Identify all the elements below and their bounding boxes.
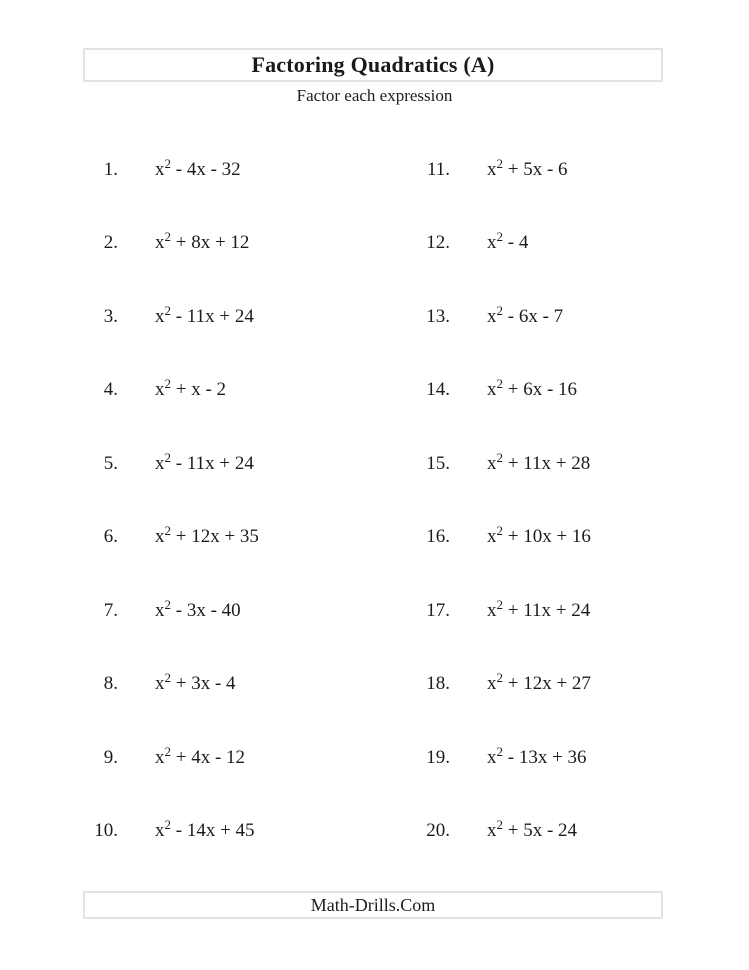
expression-exponent: 2 xyxy=(496,817,503,833)
problem-expression xyxy=(487,302,564,328)
expression-base: x xyxy=(487,526,497,548)
expression-base: x xyxy=(487,232,497,254)
expression-base: x xyxy=(155,746,165,768)
expression-base: x xyxy=(487,379,497,401)
problem-row-9 xyxy=(0,721,330,795)
expression-rest: - 14x + 45 xyxy=(171,820,255,842)
problem-expression xyxy=(155,817,255,842)
expression-exponent: 2 xyxy=(496,376,503,392)
expression-base: x xyxy=(155,673,165,695)
worksheet-title-box xyxy=(83,48,663,82)
expression-exponent: 2 xyxy=(496,302,503,318)
expression-exponent: 2 xyxy=(164,670,171,686)
problem-number: 10. xyxy=(94,820,118,842)
problem-expression xyxy=(487,229,529,254)
problem-number: 18. xyxy=(426,673,450,695)
problem-row-1 xyxy=(0,133,330,207)
problem-number: 3. xyxy=(103,305,118,327)
expression-base: x xyxy=(155,158,165,180)
problems-list xyxy=(0,133,749,868)
expression-exponent: 2 xyxy=(496,743,503,759)
problem-expression xyxy=(155,376,227,401)
problem-number: 11. xyxy=(426,158,450,180)
problem-row-15 xyxy=(330,427,749,501)
expression-rest: + 4x - 12 xyxy=(171,746,246,768)
problem-number: 5. xyxy=(103,452,118,474)
problem-expression xyxy=(155,743,246,769)
problem-row-12 xyxy=(330,207,749,281)
problem-expression xyxy=(155,155,241,181)
expression-exponent: 2 xyxy=(496,523,503,539)
expression-base: x xyxy=(155,305,165,327)
problem-number: 7. xyxy=(103,599,118,621)
expression-base: x xyxy=(155,379,165,401)
problem-expression xyxy=(487,817,578,842)
problem-number: 4. xyxy=(103,379,118,401)
expression-exponent: 2 xyxy=(496,449,503,465)
problem-number: 19. xyxy=(426,746,450,768)
problem-row-8 xyxy=(0,648,330,722)
problem-expression xyxy=(155,302,254,328)
problem-expression xyxy=(155,670,236,695)
problem-row-7 xyxy=(0,574,330,648)
expression-rest: + 12x + 27 xyxy=(503,673,591,695)
expression-exponent: 2 xyxy=(496,155,503,171)
expression-rest: + 10x + 16 xyxy=(503,526,591,548)
expression-exponent: 2 xyxy=(164,817,171,833)
expression-base: x xyxy=(487,820,497,842)
problem-number: 20. xyxy=(426,820,450,842)
expression-exponent: 2 xyxy=(164,743,171,759)
expression-exponent: 2 xyxy=(164,449,171,465)
expression-exponent: 2 xyxy=(164,596,171,612)
problem-row-18 xyxy=(330,648,749,722)
problem-row-10 xyxy=(0,795,330,869)
expression-rest: - 4x - 32 xyxy=(171,158,241,180)
problem-row-20 xyxy=(330,795,749,869)
problem-row-3 xyxy=(0,280,330,354)
problem-expression xyxy=(155,596,241,622)
problem-row-19 xyxy=(330,721,749,795)
problem-expression xyxy=(487,155,568,181)
expression-rest: + 3x - 4 xyxy=(171,673,236,695)
expression-base: x xyxy=(155,232,165,254)
problem-number: 17. xyxy=(426,599,450,621)
expression-rest: + 11x + 28 xyxy=(503,452,591,474)
expression-base: x xyxy=(487,452,497,474)
expression-rest: + x - 2 xyxy=(171,379,227,401)
footer-box xyxy=(83,891,663,919)
expression-rest: + 6x - 16 xyxy=(503,379,578,401)
problem-row-13 xyxy=(330,280,749,354)
problem-expression xyxy=(155,449,254,475)
problem-number: 12. xyxy=(426,232,450,254)
expression-rest: + 5x - 24 xyxy=(503,820,578,842)
expression-rest: - 11x + 24 xyxy=(171,452,254,474)
worksheet-title: Factoring Quadratics (A) xyxy=(251,52,495,77)
problem-row-4 xyxy=(0,354,330,428)
expression-rest: + 11x + 24 xyxy=(503,599,591,621)
expression-exponent: 2 xyxy=(164,376,171,392)
problem-row-2 xyxy=(0,207,330,281)
expression-base: x xyxy=(487,599,497,621)
expression-exponent: 2 xyxy=(496,670,503,686)
expression-exponent: 2 xyxy=(164,523,171,539)
footer-site-label: Math-Drills.Com xyxy=(310,895,436,915)
expression-base: x xyxy=(155,452,165,474)
problem-number: 6. xyxy=(103,526,118,548)
expression-exponent: 2 xyxy=(164,155,171,171)
problem-expression xyxy=(487,523,591,548)
problem-number: 15. xyxy=(426,452,450,474)
problem-row-17 xyxy=(330,574,749,648)
expression-exponent: 2 xyxy=(164,229,171,245)
worksheet-subtitle: Factor each expression xyxy=(296,86,453,105)
problem-expression xyxy=(155,523,259,548)
problem-row-6 xyxy=(0,501,330,575)
expression-base: x xyxy=(155,526,165,548)
expression-rest: - 13x + 36 xyxy=(503,746,587,768)
problem-number: 9. xyxy=(103,746,118,768)
expression-base: x xyxy=(487,673,497,695)
problem-expression xyxy=(487,596,591,622)
problem-number: 2. xyxy=(103,232,118,254)
expression-rest: - 3x - 40 xyxy=(171,599,241,621)
expression-base: x xyxy=(487,746,497,768)
problem-number: 16. xyxy=(426,526,450,548)
problem-number: 8. xyxy=(103,673,118,695)
expression-rest: + 8x + 12 xyxy=(171,232,250,254)
problem-number: 13. xyxy=(426,305,450,327)
expression-base: x xyxy=(487,158,497,180)
expression-rest: - 11x + 24 xyxy=(171,305,254,327)
problem-expression xyxy=(487,449,591,475)
problem-number: 1. xyxy=(103,158,118,180)
expression-exponent: 2 xyxy=(496,229,503,245)
problem-expression xyxy=(487,743,587,769)
expression-rest: + 5x - 6 xyxy=(503,158,568,180)
problems-column-right xyxy=(330,133,749,868)
expression-base: x xyxy=(155,820,165,842)
expression-exponent: 2 xyxy=(496,596,503,612)
problem-row-16 xyxy=(330,501,749,575)
problem-row-14 xyxy=(330,354,749,428)
problem-expression xyxy=(155,229,250,254)
expression-base: x xyxy=(487,305,497,327)
expression-exponent: 2 xyxy=(164,302,171,318)
problem-number: 14. xyxy=(426,379,450,401)
problem-row-11 xyxy=(330,133,749,207)
expression-rest: - 4 xyxy=(503,232,529,254)
problem-expression xyxy=(487,670,591,695)
expression-base: x xyxy=(155,599,165,621)
expression-rest: + 12x + 35 xyxy=(171,526,259,548)
problem-row-5 xyxy=(0,427,330,501)
problem-expression xyxy=(487,376,578,401)
expression-rest: - 6x - 7 xyxy=(503,305,564,327)
problems-column-left xyxy=(0,133,330,868)
